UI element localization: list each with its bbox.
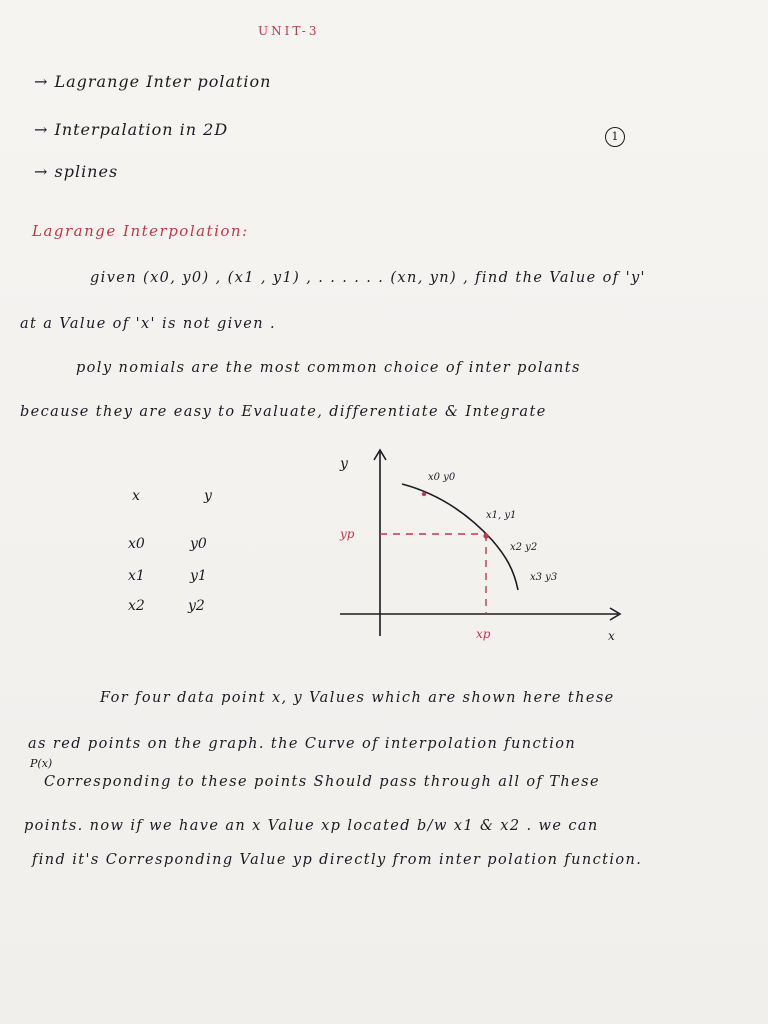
paragraph-line: For four data point x, y Values which are shown here these — [100, 690, 615, 706]
point-label: x3 y3 — [530, 572, 558, 583]
yp-label: yp — [340, 527, 355, 541]
paragraph-line: because they are easy to Evaluate, differentiate & Integrate — [20, 404, 547, 420]
paragraph-line: poly nomials are the most common choice of inter polants — [76, 360, 581, 376]
data-point — [483, 533, 488, 538]
topic-item: → Lagrange Inter polation — [34, 72, 272, 91]
section-title: Lagrange Interpolation: — [32, 222, 249, 240]
table-cell: y2 — [188, 598, 205, 614]
table-cell: y1 — [190, 568, 207, 584]
paragraph-line: as red points on the graph. the Curve of interpolation function — [28, 736, 577, 752]
page-number: 1 — [605, 127, 625, 147]
point-label: x1, y1 — [486, 510, 517, 521]
xp-label: xp — [476, 627, 491, 641]
unit-header: UNIT-3 — [258, 24, 320, 38]
paragraph-line: at a Value of 'x' is not given . — [20, 316, 276, 332]
interpolation-graph — [320, 440, 640, 660]
paragraph-line: Corresponding to these points Should pass through all of These — [44, 774, 600, 790]
table-header-x: x — [132, 488, 140, 504]
table-cell: y0 — [190, 536, 207, 552]
paragraph-line: find it's Corresponding Value yp directly from inter polation function. — [32, 852, 643, 868]
interpolation-curve — [402, 484, 518, 590]
paragraph-line: points. now if we have an x Value xp located b/w x1 & x2 . we can — [24, 818, 599, 834]
data-point — [422, 492, 426, 496]
table-cell: x1 — [128, 568, 145, 584]
paragraph-line: given (x0, y0) , (x1 , y1) , . . . . . . (xn, yn) , find the Value of 'y' — [90, 270, 646, 286]
y-axis-label: y — [340, 456, 348, 472]
p-of-x-label: P(x) — [30, 757, 53, 770]
topic-item: → splines — [34, 162, 119, 181]
point-label: x0 y0 — [428, 472, 456, 483]
topic-item: → Interpalation in 2D — [34, 120, 229, 139]
table-cell: x2 — [128, 598, 145, 614]
table-cell: x0 — [128, 536, 145, 552]
table-header-y: y — [204, 488, 212, 504]
x-axis-label: x — [608, 629, 615, 643]
point-label: x2 y2 — [510, 542, 538, 553]
